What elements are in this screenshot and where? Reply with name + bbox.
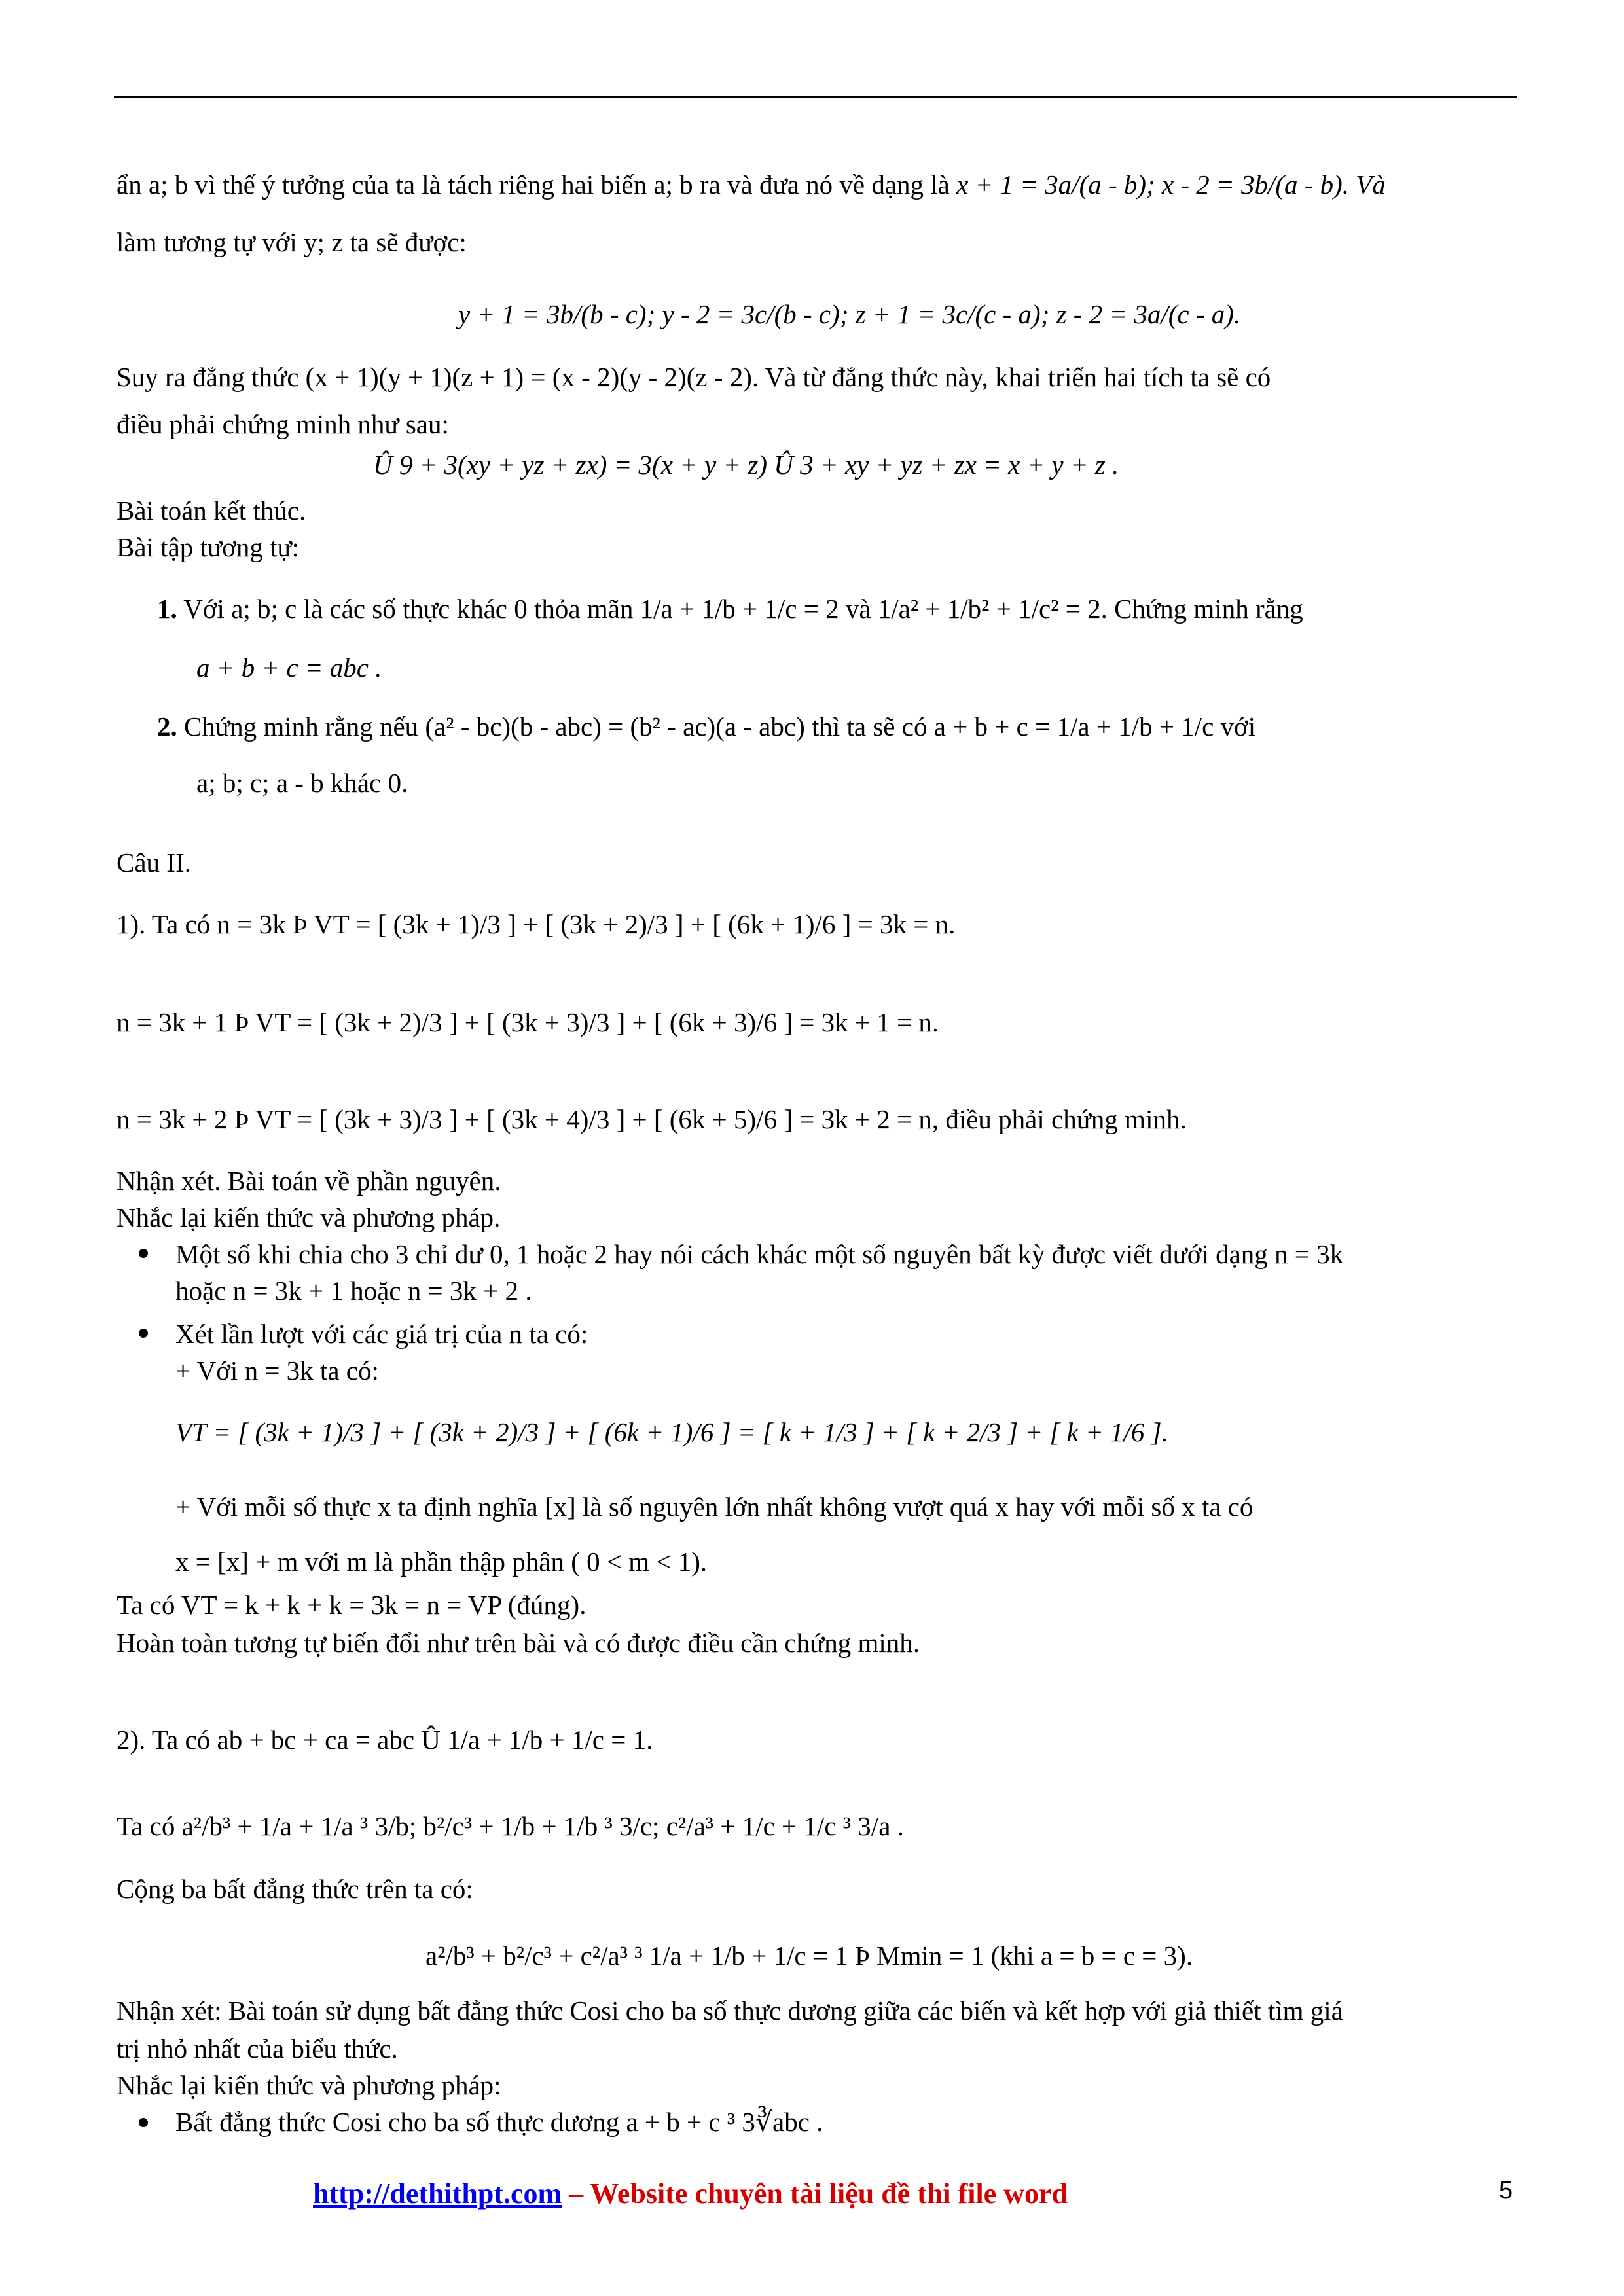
header-rule — [114, 96, 1517, 98]
exercise-title: Bài tập tương tự: — [117, 532, 300, 562]
footer-link[interactable]: http://dethithpt.com — [313, 2178, 562, 2210]
exercise-1-cont: a + b + c = abc . — [196, 653, 382, 683]
remark2-line2: trị nhỏ nhất của biểu thức. — [117, 2034, 398, 2064]
part2-line1: 2). Ta có ab + bc + ca = abc Û 1/a + 1/b + 1/c = 1. — [117, 1725, 653, 1755]
remark: Nhận xét. Bài toán về phần nguyên. — [117, 1166, 501, 1196]
bullet-3-text: Bất đẳng thức Cosi cho ba số thực dương a + b + c ³ 3∛abc . — [175, 2107, 823, 2137]
exercise-2: 2. Chứng minh rằng nếu (a² - bc)(b - abc) = (b² - ac)(a - abc) thì ta sẽ có a + b + c = 1/a + 1/b + 1/c với — [157, 711, 1256, 742]
bullet-2-line1: Xét lần lượt với các giá trị của n ta có: — [175, 1319, 588, 1349]
bullet-1-line1: Một số khi chia cho 3 chỉ dư 0, 1 hoặc 2 hay nói cách khác một số nguyên bất kỳ được viết dưới dạng n = 3k — [175, 1239, 1344, 1269]
footer-tagline: – Website chuyên tài liệu đề thi file word — [562, 2178, 1068, 2210]
intro-line3: Suy ra đẳng thức (x + 1)(y + 1)(z + 1) = (x - 2)(y - 2)(z - 2). Và từ đẳng thức này, khai triển hai tích ta sẽ có — [117, 362, 1271, 392]
exercise-1: 1. Với a; b; c là các số thực khác 0 thỏa mãn 1/a + 1/b + 1/c = 2 và 1/a² + 1/b² + 1/c² = 2. Chứng minh rằng — [157, 594, 1303, 624]
bullet-2-line2: + Với n = 3k ta có: — [175, 1355, 379, 1386]
proof-line-3: n = 3k + 2 Þ VT = [ (3k + 3)/3 ] + [ (3k + 4)/3 ] + [ (6k + 5)/6 ] = 3k + 2 = n, điều phải chứng minh. — [117, 1104, 1187, 1134]
bullet-2-equation: VT = [ (3k + 1)/3 ] + [ (3k + 2)/3 ] + [ (6k + 1)/6 ] = [ k + 1/3 ] + [ k + 2/3 ] + [ k + 1/6 ]. — [175, 1417, 1168, 1447]
bullet-1 — [139, 1249, 148, 1258]
proof-line-2: n = 3k + 1 Þ VT = [ (3k + 2)/3 ] + [ (3k + 3)/3 ] + [ (6k + 3)/6 ] = 3k + 1 = n. — [117, 1007, 939, 1037]
bullet-1-line2: hoặc n = 3k + 1 hoặc n = 3k + 2 . — [175, 1276, 532, 1306]
remark2-line1: Nhận xét: Bài toán sử dụng bất đẳng thức Cosi cho ba số thực dương giữa các biến và kết hợp với giả thiết tìm giá — [117, 1996, 1343, 2026]
proof-line-1: 1). Ta có n = 3k Þ VT = [ (3k + 1)/3 ] + [ (3k + 2)/3 ] + [ (6k + 1)/6 ] = 3k = n. — [117, 909, 956, 939]
intro-line1: ẩn a; b vì thế ý tưởng của ta là tách riêng hai biến a; b ra và đưa nó về dạng là x + 1 = 3a/(a - b); x - 2 = 3b/(a - b). Và — [117, 170, 1386, 200]
equation-yz: y + 1 = 3b/(b - c); y - 2 = 3c/(b - c); z + 1 = 3c/(c - a); z - 2 = 3a/(c - a). — [458, 299, 1241, 329]
done-text: Hoàn toàn tương tự biến đổi như trên bài và có được điều cần chứng minh. — [117, 1628, 920, 1658]
bullet-2-line4: x = [x] + m với m là phần thập phân ( 0 < m < 1). — [175, 1547, 708, 1577]
page-number: 5 — [1499, 2177, 1513, 2204]
recall2: Nhắc lại kiến thức và phương pháp: — [117, 2070, 501, 2100]
bullet-3 — [139, 2118, 148, 2127]
intro-line2: làm tương tự với y; z ta sẽ được: — [117, 227, 467, 257]
recall: Nhắc lại kiến thức và phương pháp. — [117, 1202, 501, 1232]
conclusion: Ta có VT = k + k + k = 3k = n = VP (đúng). — [117, 1590, 586, 1620]
exercise-2-cont: a; b; c; a - b khác 0. — [196, 768, 408, 798]
part2-line2: Ta có a²/b³ + 1/a + 1/a ³ 3/b; b²/c³ + 1/b + 1/b ³ 3/c; c²/a³ + 1/c + 1/c ³ 3/a . — [117, 1811, 904, 1841]
footer — [313, 2177, 1068, 2210]
section-title: Câu II. — [117, 848, 191, 878]
part2-line3: Cộng ba bất đẳng thức trên ta có: — [117, 1874, 473, 1904]
equation-expand: Û 9 + 3(xy + yz + zx) = 3(x + y + z) Û 3 + xy + yz + zx = x + y + z . — [373, 450, 1119, 480]
intro-end: Bài toán kết thúc. — [117, 495, 306, 526]
bullet-2-line3: + Với mỗi số thực x ta định nghĩa [x] là số nguyên lớn nhất không vượt quá x hay với mỗi số x ta có — [175, 1492, 1254, 1522]
intro-line1-math: x + 1 = 3a/(a - b); x - 2 = 3b/(a - b). Và — [956, 170, 1386, 200]
intro-line4: điều phải chứng minh như sau: — [117, 409, 449, 439]
bullet-2 — [139, 1329, 148, 1338]
part2-equation: a²/b³ + b²/c³ + c²/a³ ³ 1/a + 1/b + 1/c = 1 Þ Mmin = 1 (khi a = b = c = 3). — [425, 1941, 1193, 1971]
